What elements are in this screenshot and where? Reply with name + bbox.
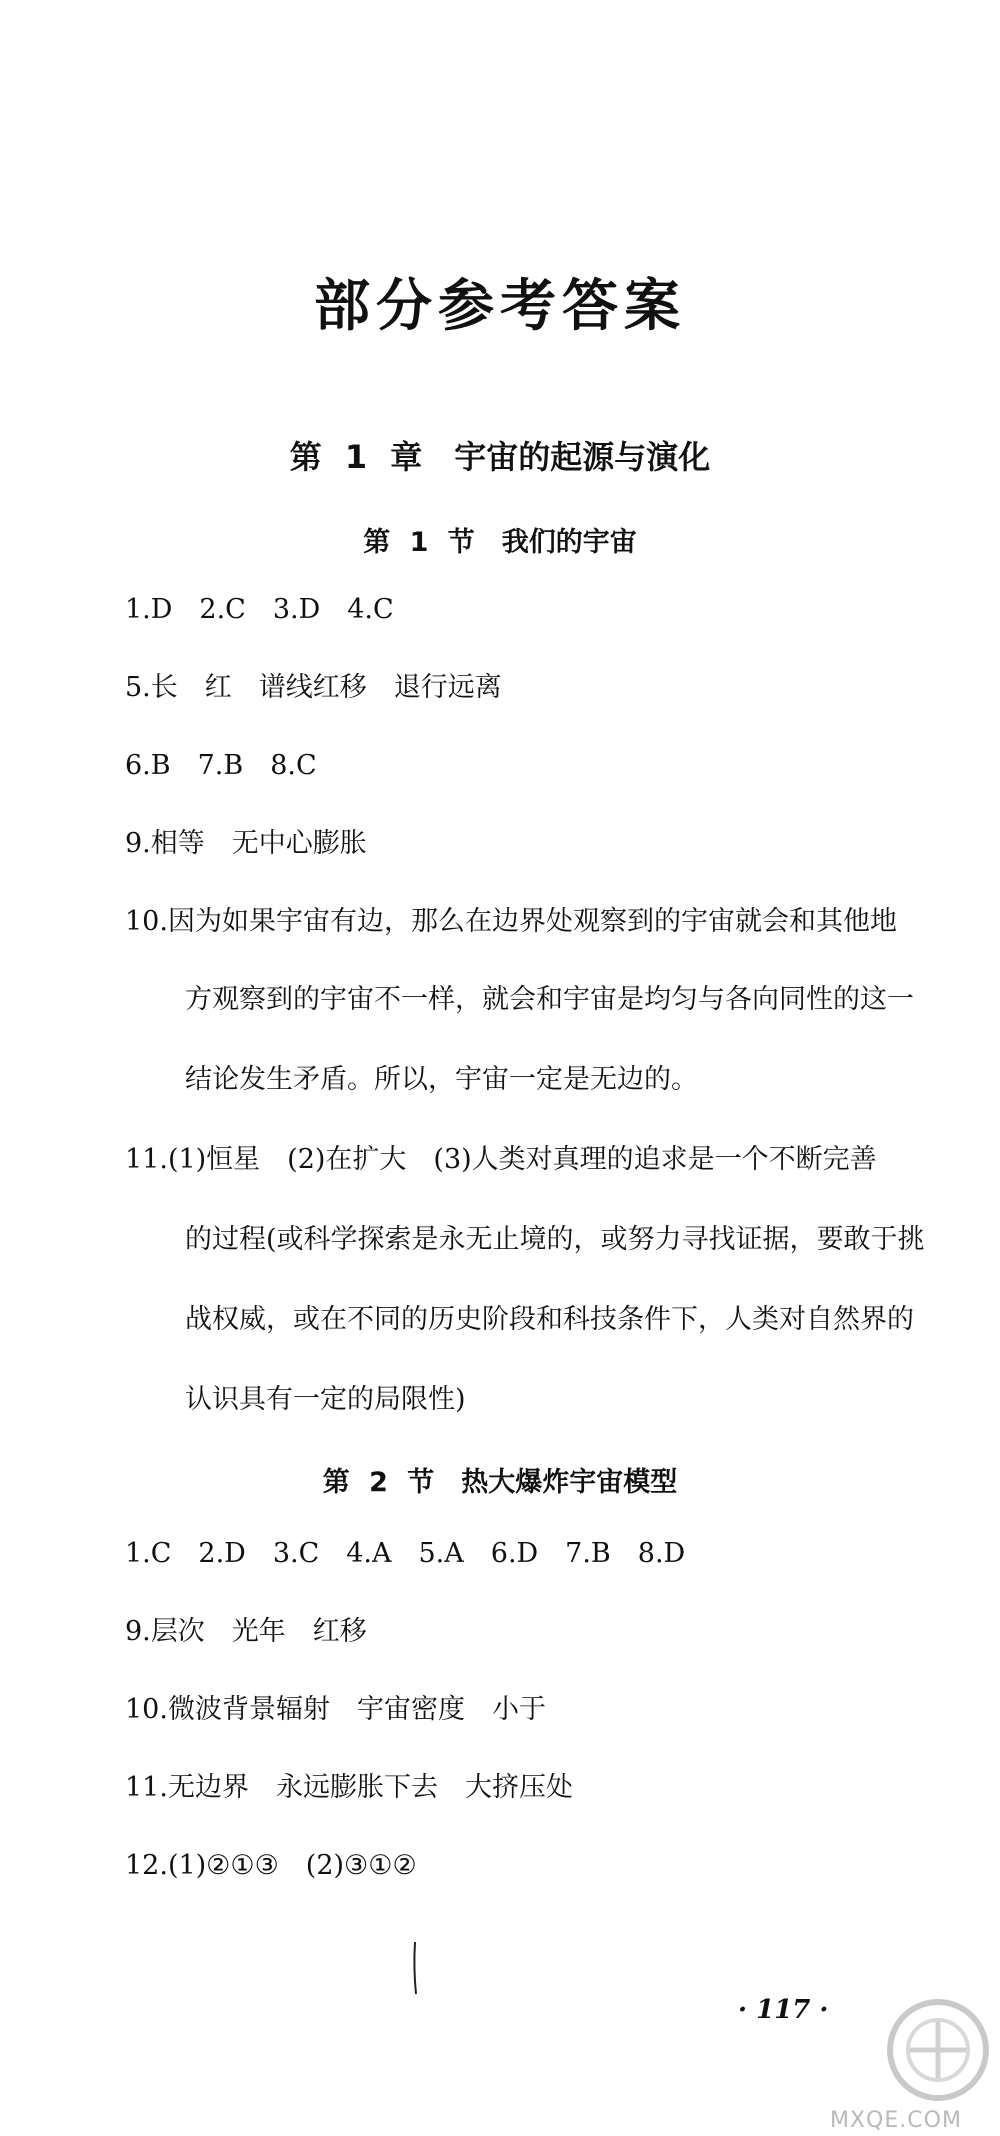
answer-line: 11.(1)恒星 (2)在扩大 (3)人类对真理的追求是一个不断完善 xyxy=(125,1144,877,1175)
chapter-title: 第 1 章 宇宙的起源与演化 xyxy=(289,438,711,476)
answer-line-continuation: 认识具有一定的局限性) xyxy=(185,1384,466,1415)
answer-line: 1.C 2.D 3.C 4.A 5.A 6.D 7.B 8.D xyxy=(125,1538,686,1569)
answer-line-continuation: 的过程(或科学探索是永无止境的，或努力寻找证据，要敢于挑 xyxy=(185,1224,925,1255)
answer-line: 11.无边界 永远膨胀下去 大挤压处 xyxy=(125,1772,573,1803)
answer-line: 10.因为如果宇宙有边，那么在边界处观察到的宇宙就会和其他地 xyxy=(125,906,897,937)
answer-line-continuation: 战权威，或在不同的历史阶段和科技条件下，人类对自然界的 xyxy=(185,1304,914,1335)
page-number: · 117 · xyxy=(738,1995,829,2025)
watermark-logo-icon xyxy=(880,1990,996,2120)
answer-line: 6.B 7.B 8.C xyxy=(125,750,317,781)
answer-line: 10.微波背景辐射 宇宙密度 小于 xyxy=(125,1694,546,1725)
watermark-text: MXQE.COM xyxy=(830,2108,962,2133)
section-title: 第 1 节 我们的宇宙 xyxy=(363,527,637,558)
answer-line: 12.(1)②①③ (2)③①② xyxy=(125,1850,417,1881)
answer-line: 5.长 红 谱线红移 退行远离 xyxy=(125,672,502,703)
answer-line: 1.D 2.C 3.D 4.C xyxy=(125,594,394,625)
page-title: 部分参考答案 xyxy=(314,274,686,339)
answer-line: 9.层次 光年 红移 xyxy=(125,1616,367,1647)
answer-line-continuation: 方观察到的宇宙不一样，就会和宇宙是均匀与各向同性的这一 xyxy=(185,984,914,1015)
answer-line: 9.相等 无中心膨胀 xyxy=(125,828,367,859)
stray-pen-mark xyxy=(412,1940,418,1996)
section-title: 第 2 节 热大爆炸宇宙模型 xyxy=(322,1467,678,1498)
answer-line-continuation: 结论发生矛盾。所以，宇宙一定是无边的。 xyxy=(185,1064,698,1095)
